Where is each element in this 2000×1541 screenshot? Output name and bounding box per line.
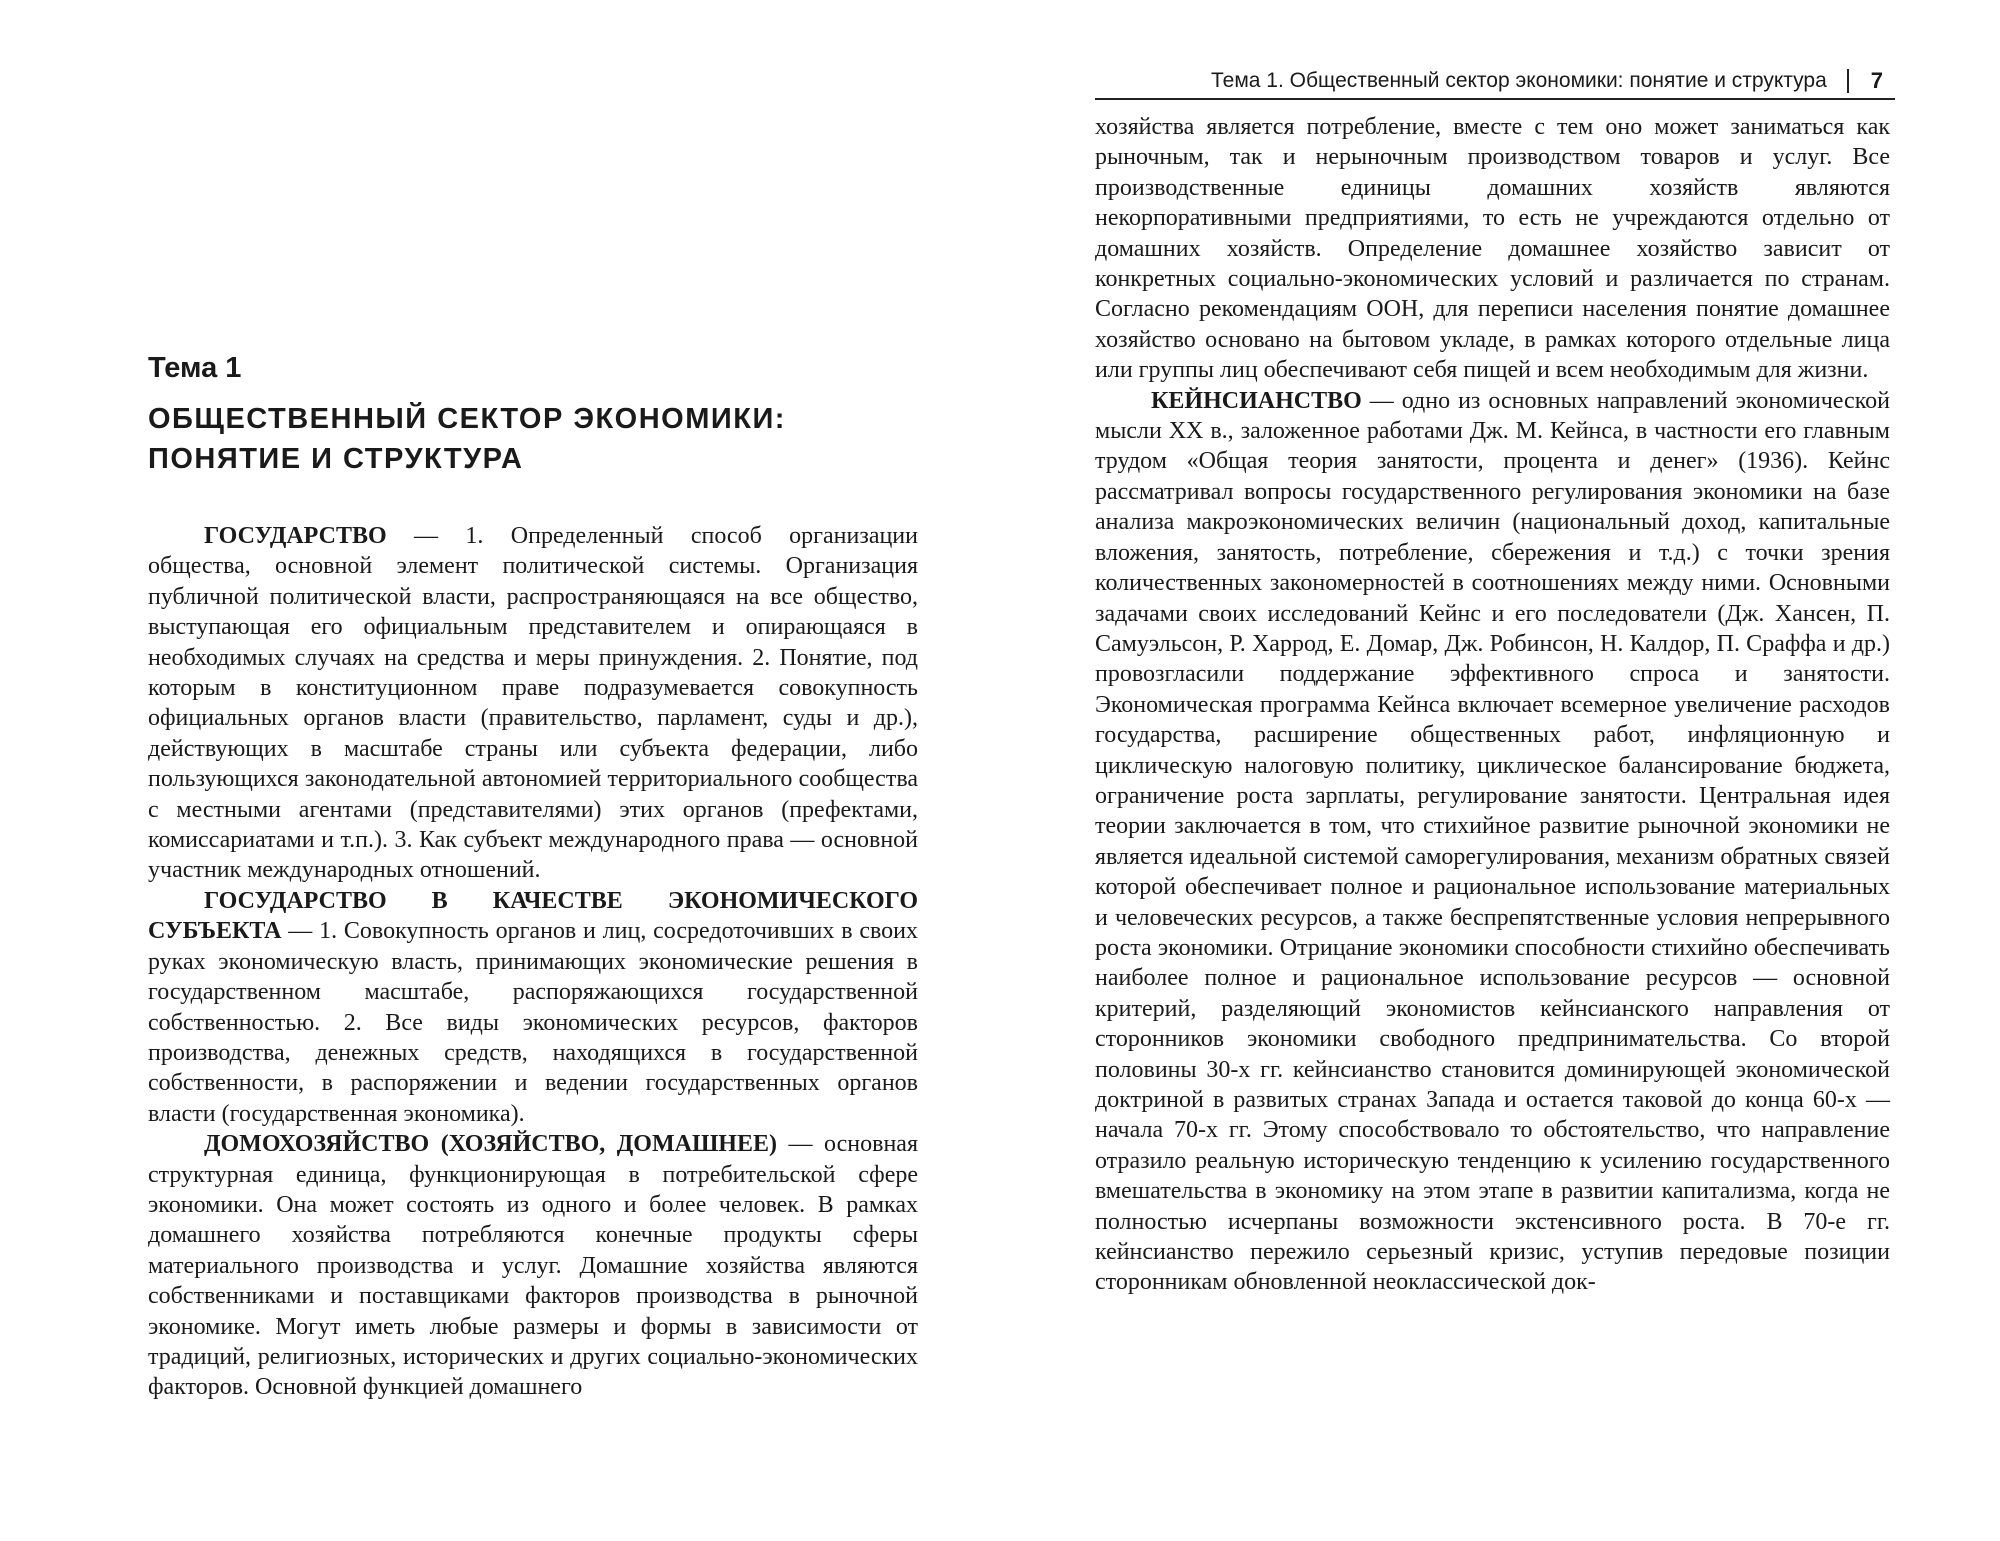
glossary-entry (148, 521, 918, 886)
running-head (1095, 64, 1895, 100)
entry-definition: — основная структурная единица, функционирующая в потребительской сфере экономики. Она может состоять из одного и более человек. В рамках домашнего хозяйства потребляются конечные продукты сферы материального производства и услуг. Домашние хозяйства являются собственниками и поставщиками факторов производства в рыночной экономике. Могут иметь любые размеры и формы в зависимости от традиций, религиозных, исторических и других социально-экономических факторов. Основной функцией домашнего (148, 1131, 918, 1401)
entry-term: ДОМОХОЗЯЙСТВО (ХОЗЯЙСТВО, ДОМАШНЕЕ) (204, 1131, 777, 1158)
entry-definition: — одно из основных направлений экономической мысли XX в., заложенное работами Дж. М. Кейнса, в частности его главным трудом «Общая теория занятости, процента и денег» (1936). Кейнс рассматривал вопросы государственного регулирования экономики на базе анализа макроэкономических величин (национальный доход, капитальные вложения, занятость, потребление, сбережения и т.д.) с точки зрения количественных закономерностей в соотношениях между ними. Основными задачами своих исследований Кейнс и его последователи (Дж. Хансен, П. Самуэльсон, Р. Харрод, Е. Домар, Дж. Робинсон, Н. Калдор, П. Сраффа и др.) провозгласили поддержание эффективного спроса и занятости. Экономическая программа Кейнса включает всемерное увеличение расходов государства, расширение общественных работ, инфляционную и циклическую налоговую политику, циклическое балансирование бюджета, ограничение роста зарплаты, регулирование занятости. Центральная идея теории заключается в том, что стихийное развитие рыночной экономики не является идеальной системой саморегулирования, механизм обратных связей которой обеспечивает полное и рациональное использование материальных и человеческих ресурсов, а также беспрепятственные условия непрерывного роста экономики. Отрицание экономики способности стихийно обеспечивать наиболее полное и рациональное использование ресурсов — основной критерий, разделяющий экономистов кейнсианского направления от сторонников экономики свободного предпринимательства. Со второй половины 30-х гг. кейнсианство становится доминирующей экономической доктриной в развитых странах Запада и остается таковой до конца 60-х — начала 70-х гг. Этому способствовало то обстоятельство, что направление отразило реальную историческую тенденцию к усилению государственного вмешательства в экономику на этом этапе в развитии капитализма, когда не полностью исчерпаны возможности экстенсивного роста. В 70-е гг. кейнсианство пережило серьезный кризис, уступив передовые позиции сторонникам обновленной неоклассической док- (1095, 387, 1890, 1296)
chapter-label: Тема 1 (148, 352, 242, 384)
entry-definition: — 1. Совокупность органов и лиц, сосредоточивших в своих руках экономическую власть, принимающих экономические решения в государственном масштабе, распоряжающихся государственной собственностью. 2. Все виды экономических ресурсов, факторов производства, денежных средств, находящихся в государственной собственности, в распоряжении и ведении государственных органов власти (государственная экономика). (148, 918, 918, 1127)
chapter-title (148, 399, 918, 479)
entry-definition: — 1. Определенный способ организации общества, основной элемент политической системы. Организация публичной политической власти, распространяющаяся на все общество, выступающая его официальным представителем и опирающаяся в необходимых случаях на средства и меры принуждения. 2. Понятие, под которым в конституционном праве подразумевается совокупность официальных органов власти (правительство, парламент, суды и др.), действующих в масштабе страны или субъекта федерации, либо пользующихся законодательной автономией территориального сообщества с местными агентами (представителями) этих органов (префектами, комиссариатами и т.п.). 3. Как субъект международного права — основной участник международных отношений. (148, 523, 918, 884)
running-head-title: Тема 1. Общественный сектор экономики: понятие и структура (1211, 69, 1827, 92)
glossary-entry (148, 1129, 918, 1403)
entry-term: ГОСУДАРСТВО В КАЧЕСТВЕ ЭКОНОМИЧЕСКОГО СУБЪЕКТА (148, 887, 918, 945)
chapter-title-line-2: ПОНЯТИЕ И СТРУКТУРА (148, 443, 524, 475)
entry-term: ГОСУДАРСТВО (204, 523, 387, 549)
glossary-entry (1095, 386, 1890, 1298)
right-page-body (1095, 112, 1890, 1298)
continued-paragraph: хозяйства является потребление, вместе с тем оно может заниматься как рыночным, так и нерыночным производством товаров и услуг. Все производственные единицы домашних хозяйств являются некорпоративными предприятиями, то есть не учреждаются отдельно от домашних хозяйств. Определение домашнее хозяйство зависит от конкретных социально-экономических условий и различается по странам. Согласно рекомендациям ООН, для переписи населения понятие домашнее хозяйство основано на бытовом укладе, в рамках которого отдельные лица или группы лиц обеспечивают себя пищей и всем необходимым для жизни. (1095, 114, 1890, 384)
glossary-entry (148, 886, 918, 1129)
page-number: 7 (1870, 68, 1883, 93)
entry-term: КЕЙНСИАНСТВО (1151, 387, 1362, 414)
chapter-title-line-1: ОБЩЕСТВЕННЫЙ СЕКТОР ЭКОНОМИКИ: (148, 403, 786, 435)
left-page-body (148, 521, 918, 1403)
chapter-heading (148, 352, 918, 479)
